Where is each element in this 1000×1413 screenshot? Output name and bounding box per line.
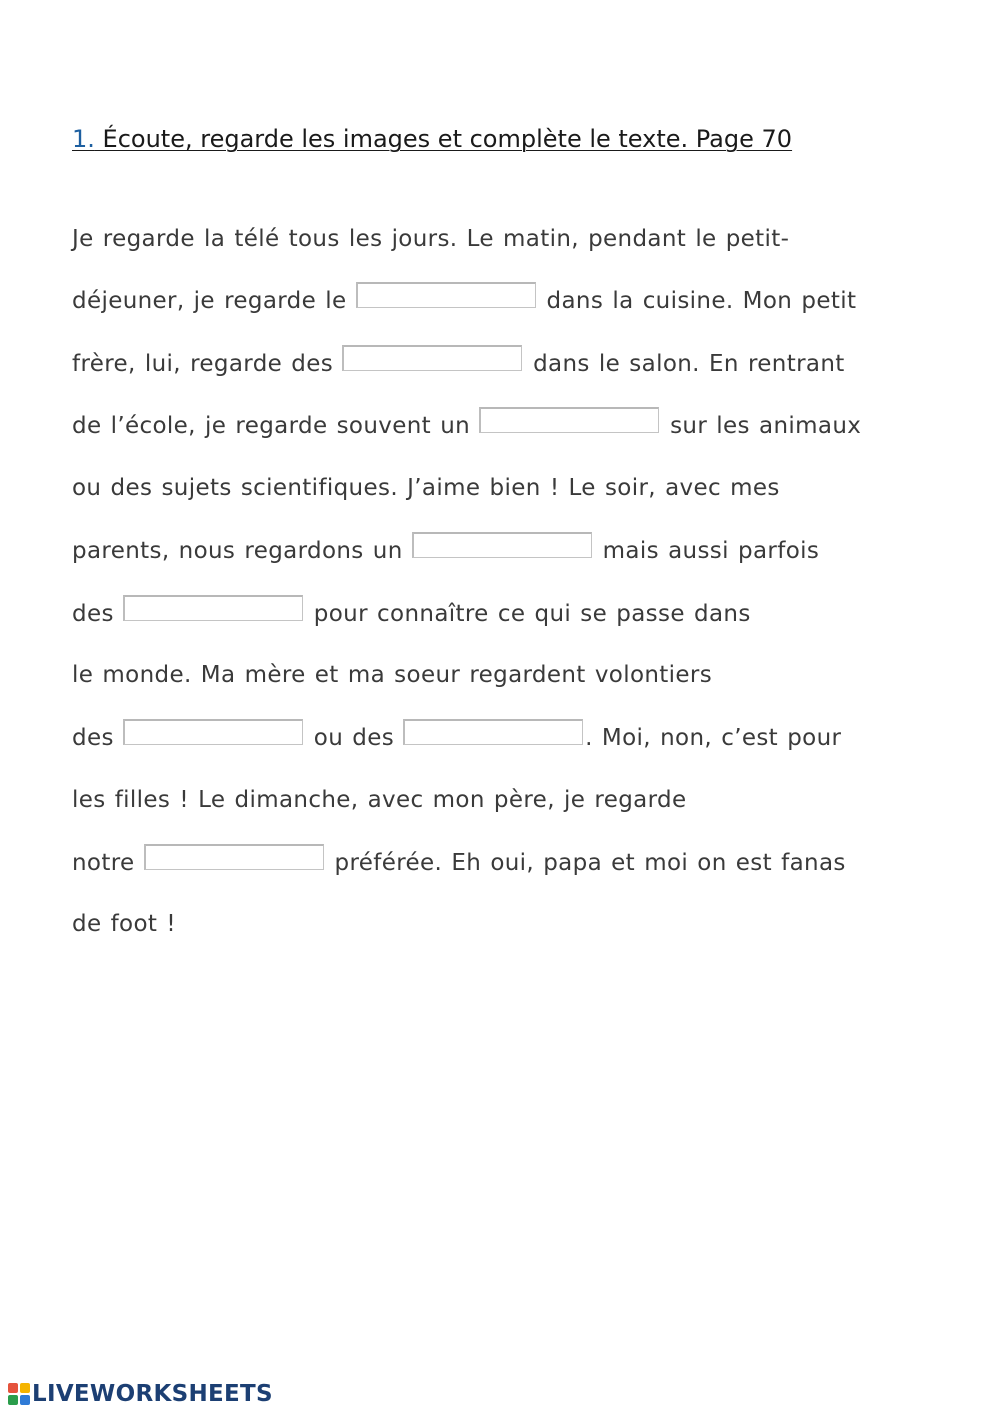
text-segment: dans le salon. En rentrant bbox=[533, 351, 845, 377]
text-segment: frère, lui, regarde des bbox=[72, 351, 334, 377]
text-line bbox=[72, 534, 819, 568]
blank-input-1[interactable] bbox=[356, 282, 536, 308]
text-segment: dans la cuisine. Mon petit bbox=[546, 288, 857, 314]
text-line bbox=[72, 347, 845, 381]
text-segment: pour connaître ce qui se passe dans bbox=[313, 601, 751, 627]
text-line bbox=[72, 907, 176, 941]
text-segment: ou des bbox=[313, 725, 395, 751]
logo-square-green bbox=[8, 1395, 18, 1405]
liveworksheets-logo bbox=[8, 1381, 273, 1407]
text-segment: parents, nous regardons un bbox=[72, 538, 403, 564]
text-segment: . Moi, non, c’est pour bbox=[585, 725, 842, 751]
text-line bbox=[72, 783, 686, 817]
blank-input-7[interactable] bbox=[403, 719, 583, 745]
text-segment: déjeuner, je regarde le bbox=[72, 288, 347, 314]
text-line bbox=[72, 721, 841, 755]
text-line bbox=[72, 597, 751, 631]
text-segment: des bbox=[72, 725, 114, 751]
text-segment: les filles ! Le dimanche, avec mon père, je regarde bbox=[72, 787, 687, 813]
text-line bbox=[72, 658, 712, 692]
logo-square-blue bbox=[20, 1395, 30, 1405]
blank-input-8[interactable] bbox=[144, 844, 324, 870]
blank-input-6[interactable] bbox=[123, 719, 303, 745]
text-segment: sur les animaux bbox=[670, 413, 862, 439]
text-segment: mais aussi parfois bbox=[602, 538, 820, 564]
text-line bbox=[72, 409, 861, 443]
blank-input-5[interactable] bbox=[123, 595, 303, 621]
text-segment: de l’école, je regarde souvent un bbox=[72, 413, 471, 439]
text-segment: de foot ! bbox=[72, 911, 177, 937]
liveworksheets-logo-icon bbox=[8, 1383, 30, 1405]
text-line bbox=[72, 471, 780, 505]
exercise-instruction: Écoute, regarde les images et complète le texte. Page 70 bbox=[94, 125, 793, 153]
text-segment: Je regarde la télé tous les jours. Le matin, pendant le petit- bbox=[72, 226, 790, 252]
logo-square-yellow bbox=[20, 1383, 30, 1393]
text-segment: préférée. Eh oui, papa et moi on est fanas bbox=[334, 850, 846, 876]
text-segment: ou des sujets scientifiques. J’aime bien ! Le soir, avec mes bbox=[72, 475, 780, 501]
blank-input-4[interactable] bbox=[412, 532, 592, 558]
logo-text: LIVEWORKSHEETS bbox=[32, 1381, 273, 1407]
text-line bbox=[72, 846, 846, 880]
logo-square-red bbox=[8, 1383, 18, 1393]
text-segment: notre bbox=[72, 850, 135, 876]
text-segment: le monde. Ma mère et ma soeur regardent volontiers bbox=[72, 662, 713, 688]
exercise-number: 1. bbox=[72, 125, 95, 153]
blank-input-3[interactable] bbox=[479, 407, 659, 433]
text-segment: des bbox=[72, 601, 114, 627]
text-line bbox=[72, 222, 789, 256]
blank-input-2[interactable] bbox=[342, 345, 522, 371]
text-line bbox=[72, 284, 856, 318]
exercise-title bbox=[72, 122, 792, 156]
